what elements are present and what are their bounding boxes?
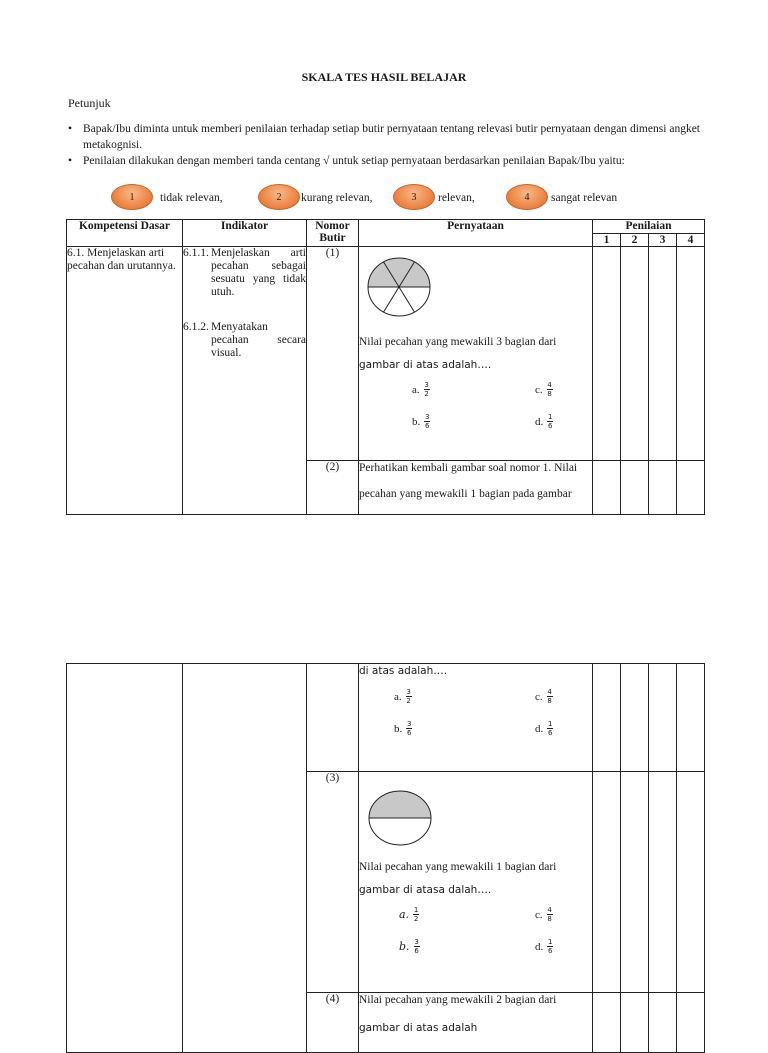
fraction	[424, 381, 430, 398]
option-label: c.	[535, 690, 543, 703]
option-c	[535, 381, 553, 398]
fraction-den: 2	[424, 390, 429, 398]
score-cell[interactable]	[621, 461, 649, 515]
fraction-den: 6	[425, 422, 430, 430]
scale-label-1: tidak relevan,	[160, 192, 223, 204]
half-circle-figure	[366, 788, 434, 848]
header-nomor-line2: Butir	[319, 232, 346, 244]
fraction-num: 3	[406, 688, 411, 696]
statement-text: gambar di atasa dalah….	[359, 884, 492, 896]
option-c	[535, 688, 553, 705]
statement-text: Nilai pecahan yang mewakili 3 bagian dari	[359, 336, 557, 348]
option-label: b.	[399, 940, 410, 953]
score-cell[interactable]	[593, 993, 621, 1053]
item-number: (3)	[307, 772, 359, 993]
fraction	[406, 688, 412, 705]
fraction-den: 8	[547, 697, 552, 705]
header-pernyataan: Pernyataan	[359, 220, 593, 247]
score-cell[interactable]	[621, 247, 649, 461]
indikator-cell	[183, 664, 307, 1053]
option-a	[394, 688, 412, 705]
option-label: d.	[535, 722, 544, 735]
fraction-num: 1	[548, 413, 553, 421]
indicator-1-text: Menjelaskan arti pecahan sebagai sesuatu yang tidak utuh.	[211, 247, 306, 298]
statement-cell	[359, 461, 593, 515]
statement-text: Nilai pecahan yang mewakili 2 bagian dari	[359, 994, 557, 1006]
fraction	[547, 413, 553, 430]
scale-label-3: relevan,	[438, 192, 475, 204]
item-number	[307, 664, 359, 772]
header-score-2: 2	[621, 234, 649, 247]
item-number: (1)	[307, 247, 359, 461]
fraction	[547, 720, 553, 737]
score-cell[interactable]	[593, 664, 621, 772]
header-penilaian: Penilaian	[593, 220, 705, 234]
header-nomor-line1: Nomor	[315, 220, 350, 232]
option-c	[535, 906, 553, 923]
fraction-den: 6	[414, 947, 419, 955]
score-cell[interactable]	[621, 993, 649, 1053]
statement-cell	[359, 664, 593, 772]
score-cell[interactable]	[677, 247, 705, 461]
scale-badge-4: 4	[506, 184, 548, 210]
option-label: a.	[412, 383, 420, 396]
fraction	[547, 938, 553, 955]
scale-badge-3: 3	[393, 184, 435, 210]
score-cell[interactable]	[593, 247, 621, 461]
option-d	[535, 413, 553, 430]
option-label: c.	[535, 908, 543, 921]
score-cell[interactable]	[649, 247, 677, 461]
fraction-num: 1	[548, 720, 553, 728]
fraction-den: 8	[547, 390, 552, 398]
statement-text: gambar di atas adalah	[359, 1022, 478, 1034]
score-cell[interactable]	[649, 993, 677, 1053]
score-cell[interactable]	[677, 993, 705, 1053]
fraction-num: 3	[425, 413, 430, 421]
instruction-list	[66, 121, 700, 169]
fraction-den: 6	[407, 729, 412, 737]
score-cell[interactable]	[649, 772, 677, 993]
score-cell[interactable]	[621, 664, 649, 772]
header-score-3: 3	[649, 234, 677, 247]
scale-label-4: sangat relevan	[551, 192, 618, 204]
instruction-item: • Penilaian dilakukan dengan memberi tanda centang √ untuk setiap pernyataan berdasarkan penilaian Bapak/Ibu yaitu:	[66, 153, 700, 169]
kompetensi-dasar-cell	[67, 664, 183, 1053]
fraction-num: 3	[407, 720, 412, 728]
fraction	[547, 688, 553, 705]
item-number: (2)	[307, 461, 359, 515]
kompetensi-dasar-cell: 6.1. Menjelaskan arti pecahan dan urutannya.	[67, 247, 183, 515]
scale-badge-2: 2	[258, 184, 300, 210]
statement-text: pecahan yang mewakili 1 bagian pada gambar	[359, 488, 572, 500]
instructions-label: Petunjuk	[68, 96, 111, 110]
score-cell[interactable]	[677, 772, 705, 993]
header-kompetensi-dasar: Kompetensi Dasar	[67, 220, 183, 247]
score-cell[interactable]	[649, 664, 677, 772]
item-number: (4)	[307, 993, 359, 1053]
answer-options	[359, 678, 592, 744]
option-b	[399, 938, 420, 955]
fraction-num: 4	[547, 688, 552, 696]
document-title: SKALA TES HASIL BELAJAR	[301, 70, 467, 84]
statement-cell	[359, 772, 593, 993]
option-b	[394, 720, 412, 737]
header-indikator: Indikator	[183, 220, 307, 247]
indicator-1	[183, 247, 306, 299]
assessment-table-page1	[66, 219, 705, 515]
option-label: b.	[394, 722, 403, 735]
fraction	[414, 938, 420, 955]
indicator-1-num: 6.1.1.	[183, 247, 209, 259]
fraction-den: 2	[413, 915, 419, 923]
score-cell[interactable]	[593, 772, 621, 993]
option-label: b.	[412, 415, 421, 428]
fraction	[547, 906, 553, 923]
instruction-item: • Bapak/Ibu diminta untuk memberi penilaian terhadap setiap butir pernyataan tentang relevasi butir pernyataan dengan dimensi angket metakognisi.	[66, 121, 700, 153]
statement-text: di atas adalah….	[359, 665, 448, 677]
statement-text: Perhatikan kembali gambar soal nomor 1. Nilai	[359, 462, 578, 474]
indicator-2	[183, 321, 306, 360]
fraction-den: 6	[548, 422, 553, 430]
fraction-num: 3	[424, 381, 429, 389]
header-nomor-butir	[307, 220, 359, 247]
option-label: d.	[535, 415, 544, 428]
fraction-den: 6	[548, 947, 553, 955]
score-cell[interactable]	[649, 461, 677, 515]
option-d	[535, 720, 553, 737]
fraction	[547, 381, 553, 398]
fraction-num: 1	[548, 938, 553, 946]
option-b	[412, 413, 430, 430]
statement-cell	[359, 993, 593, 1053]
fraction-den: 2	[406, 697, 411, 705]
score-cell[interactable]	[621, 772, 649, 993]
fraction	[424, 413, 430, 430]
option-label: d.	[535, 940, 544, 953]
indicator-2-num: 6.1.2.	[183, 321, 209, 333]
option-label: a.	[394, 690, 402, 703]
fraction-num: 1	[413, 906, 419, 914]
fraction	[406, 720, 412, 737]
answer-options	[359, 900, 592, 966]
fraction-den: 8	[547, 915, 552, 923]
option-d	[535, 938, 553, 955]
fraction-num: 4	[547, 906, 552, 914]
header-score-4: 4	[677, 234, 705, 247]
header-score-1: 1	[593, 234, 621, 247]
statement-text: Nilai pecahan yang mewakili 1 bagian dari	[359, 861, 557, 873]
indikator-cell	[183, 247, 307, 515]
option-a	[399, 906, 419, 923]
fraction-num: 4	[547, 381, 552, 389]
fraction-num: 3	[414, 938, 419, 946]
assessment-table-page2	[66, 663, 705, 1053]
indicator-2-text: Menyatakan pecahan secara visual.	[211, 321, 306, 359]
score-cell[interactable]	[593, 461, 621, 515]
scale-label-2: kurang relevan,	[301, 192, 373, 204]
fraction	[413, 906, 419, 923]
fraction-den: 6	[548, 729, 553, 737]
scale-badge-1: 1	[111, 184, 153, 210]
six-part-circle-figure	[366, 254, 432, 320]
answer-options	[359, 375, 592, 441]
statement-text: gambar di atas adalah….	[359, 359, 492, 371]
option-label: c.	[535, 383, 543, 396]
option-label: a.	[399, 908, 410, 921]
statement-cell	[359, 247, 593, 461]
score-cell[interactable]	[677, 664, 705, 772]
option-a	[412, 381, 430, 398]
score-cell[interactable]	[677, 461, 705, 515]
